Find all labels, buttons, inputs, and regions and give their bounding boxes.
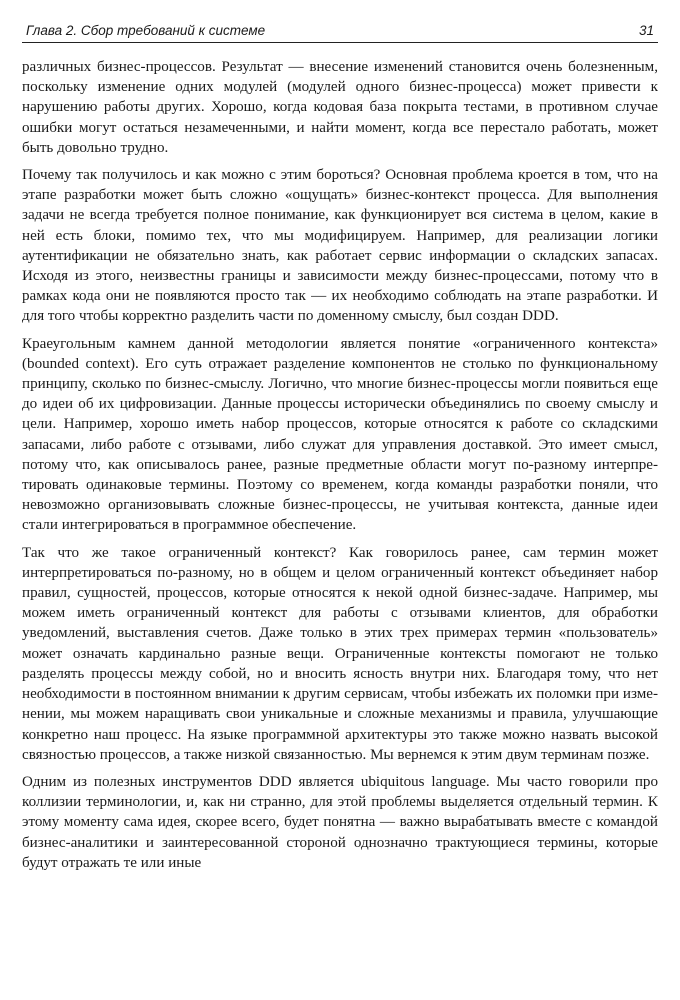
running-head: [22, 22, 658, 43]
chapter-title: Глава 2. Сбор требований к системе: [26, 23, 266, 38]
paragraph: Краеугольным камнем данной методологии является понятие «ограниченного контекста» (bounded context). Его суть отражает разделение компонентов не столько по функциональному принципу, сколько по бизнес-смыслу. Логично, что многие бизнес-процессы могли появиться еще до идеи об их цифровизации. Данные процессы исторически объединялись по своему смыслу и цели. Например, хорошо иметь набор процессов, которые относятся к работе со складскими запасами, либо работе с отзывами, либо служат для управления доставкой. Это имеет смысл, потому что, как описывалось ранее, разные предметные области могут по-разному интерпретировать одинаковые термины. Поэтому со временем, когда команды разработки поняли, что невозможно организовывать сложные бизнес-процессы, не учитывая контекста, данные идеи стали интегрироваться в программное обеспечение.: [22, 335, 658, 534]
paragraph: Одним из полезных инструментов DDD является ubiquitous language. Мы часто говорили про коллизии терминологии, и, как ни странно, для этой проблемы выделяется отдельный термин. К этому моменту сама идея, скорее всего, будет понятна — важно вырабатывать вместе с командой бизнес-аналитики и заинтересованной стороной однозначно трактующиеся термины, которые будут отражать те или иные: [22, 773, 658, 871]
paragraph: Почему так получилось и как можно с этим бороться? Основная проблема кроется в том, что на этапе разработки может быть сложно «ощущать» бизнес-контекст процесса. Для выполнения задачи не всегда требуется полное понимание, как функционирует вся система в целом, какие в ней есть блоки, помимо тех, что мы модифицируем. Например, для реализации логики аутентификации не обязательно знать, как работает сервис информации о складских запасах. Исходя из этого, неизвестны границы и зависимости между бизнес-процессами, потому что в рамках кода они не появляются просто так — их необходимо соблюдать на этапе разработки. И для того чтобы корректно разделить части по доменному смыслу, был создан DDD.: [22, 167, 658, 325]
body-text: [22, 57, 658, 873]
page-number: 31: [638, 23, 654, 38]
paragraph: различных бизнес-процессов. Результат — внесение изменений становится очень болезненным, поскольку изменение одних модулей (модулей одного бизнес-процесса) может привести к нарушению работы других. Хорошо, когда кодовая база покрыта тестами, в противном случае ошибки могут остаться незамеченными, и найти момент, когда все перестало работать, может быть довольно трудно.: [22, 59, 658, 156]
paragraph: Так что же такое ограниченный контекст? Как говорилось ранее, сам термин может интерпретироваться по-разному, но в общем и целом ограниченный контекст объединяет набор правил, сущностей, процессов, которые относятся к некой одной бизнес-задаче. Например, мы можем иметь ограниченный контекст для работы с отзывами клиентов, для обработки уведомлений, выставления счетов. Даже только в этих трех примерах термин «пользователь» может означать кардинально разные вещи. Ограниченные контексты помогают не только разделять процессы между собой, но и вносить ясность внутри них. Благодаря тому, что нет необходимости в постоянном внимании к другим сервисам, чтобы избежать их поломки при изменении, мы можем наращивать свои уникальные и сложные механизмы и правила, улучшающие конкретно наш процесс. На языке программной архитектуры это также можно назвать высокой связностью процессов, а также низкой связанностью. Мы вернемся к этим двум терминам позже.: [22, 544, 658, 763]
book-page: [22, 22, 658, 880]
